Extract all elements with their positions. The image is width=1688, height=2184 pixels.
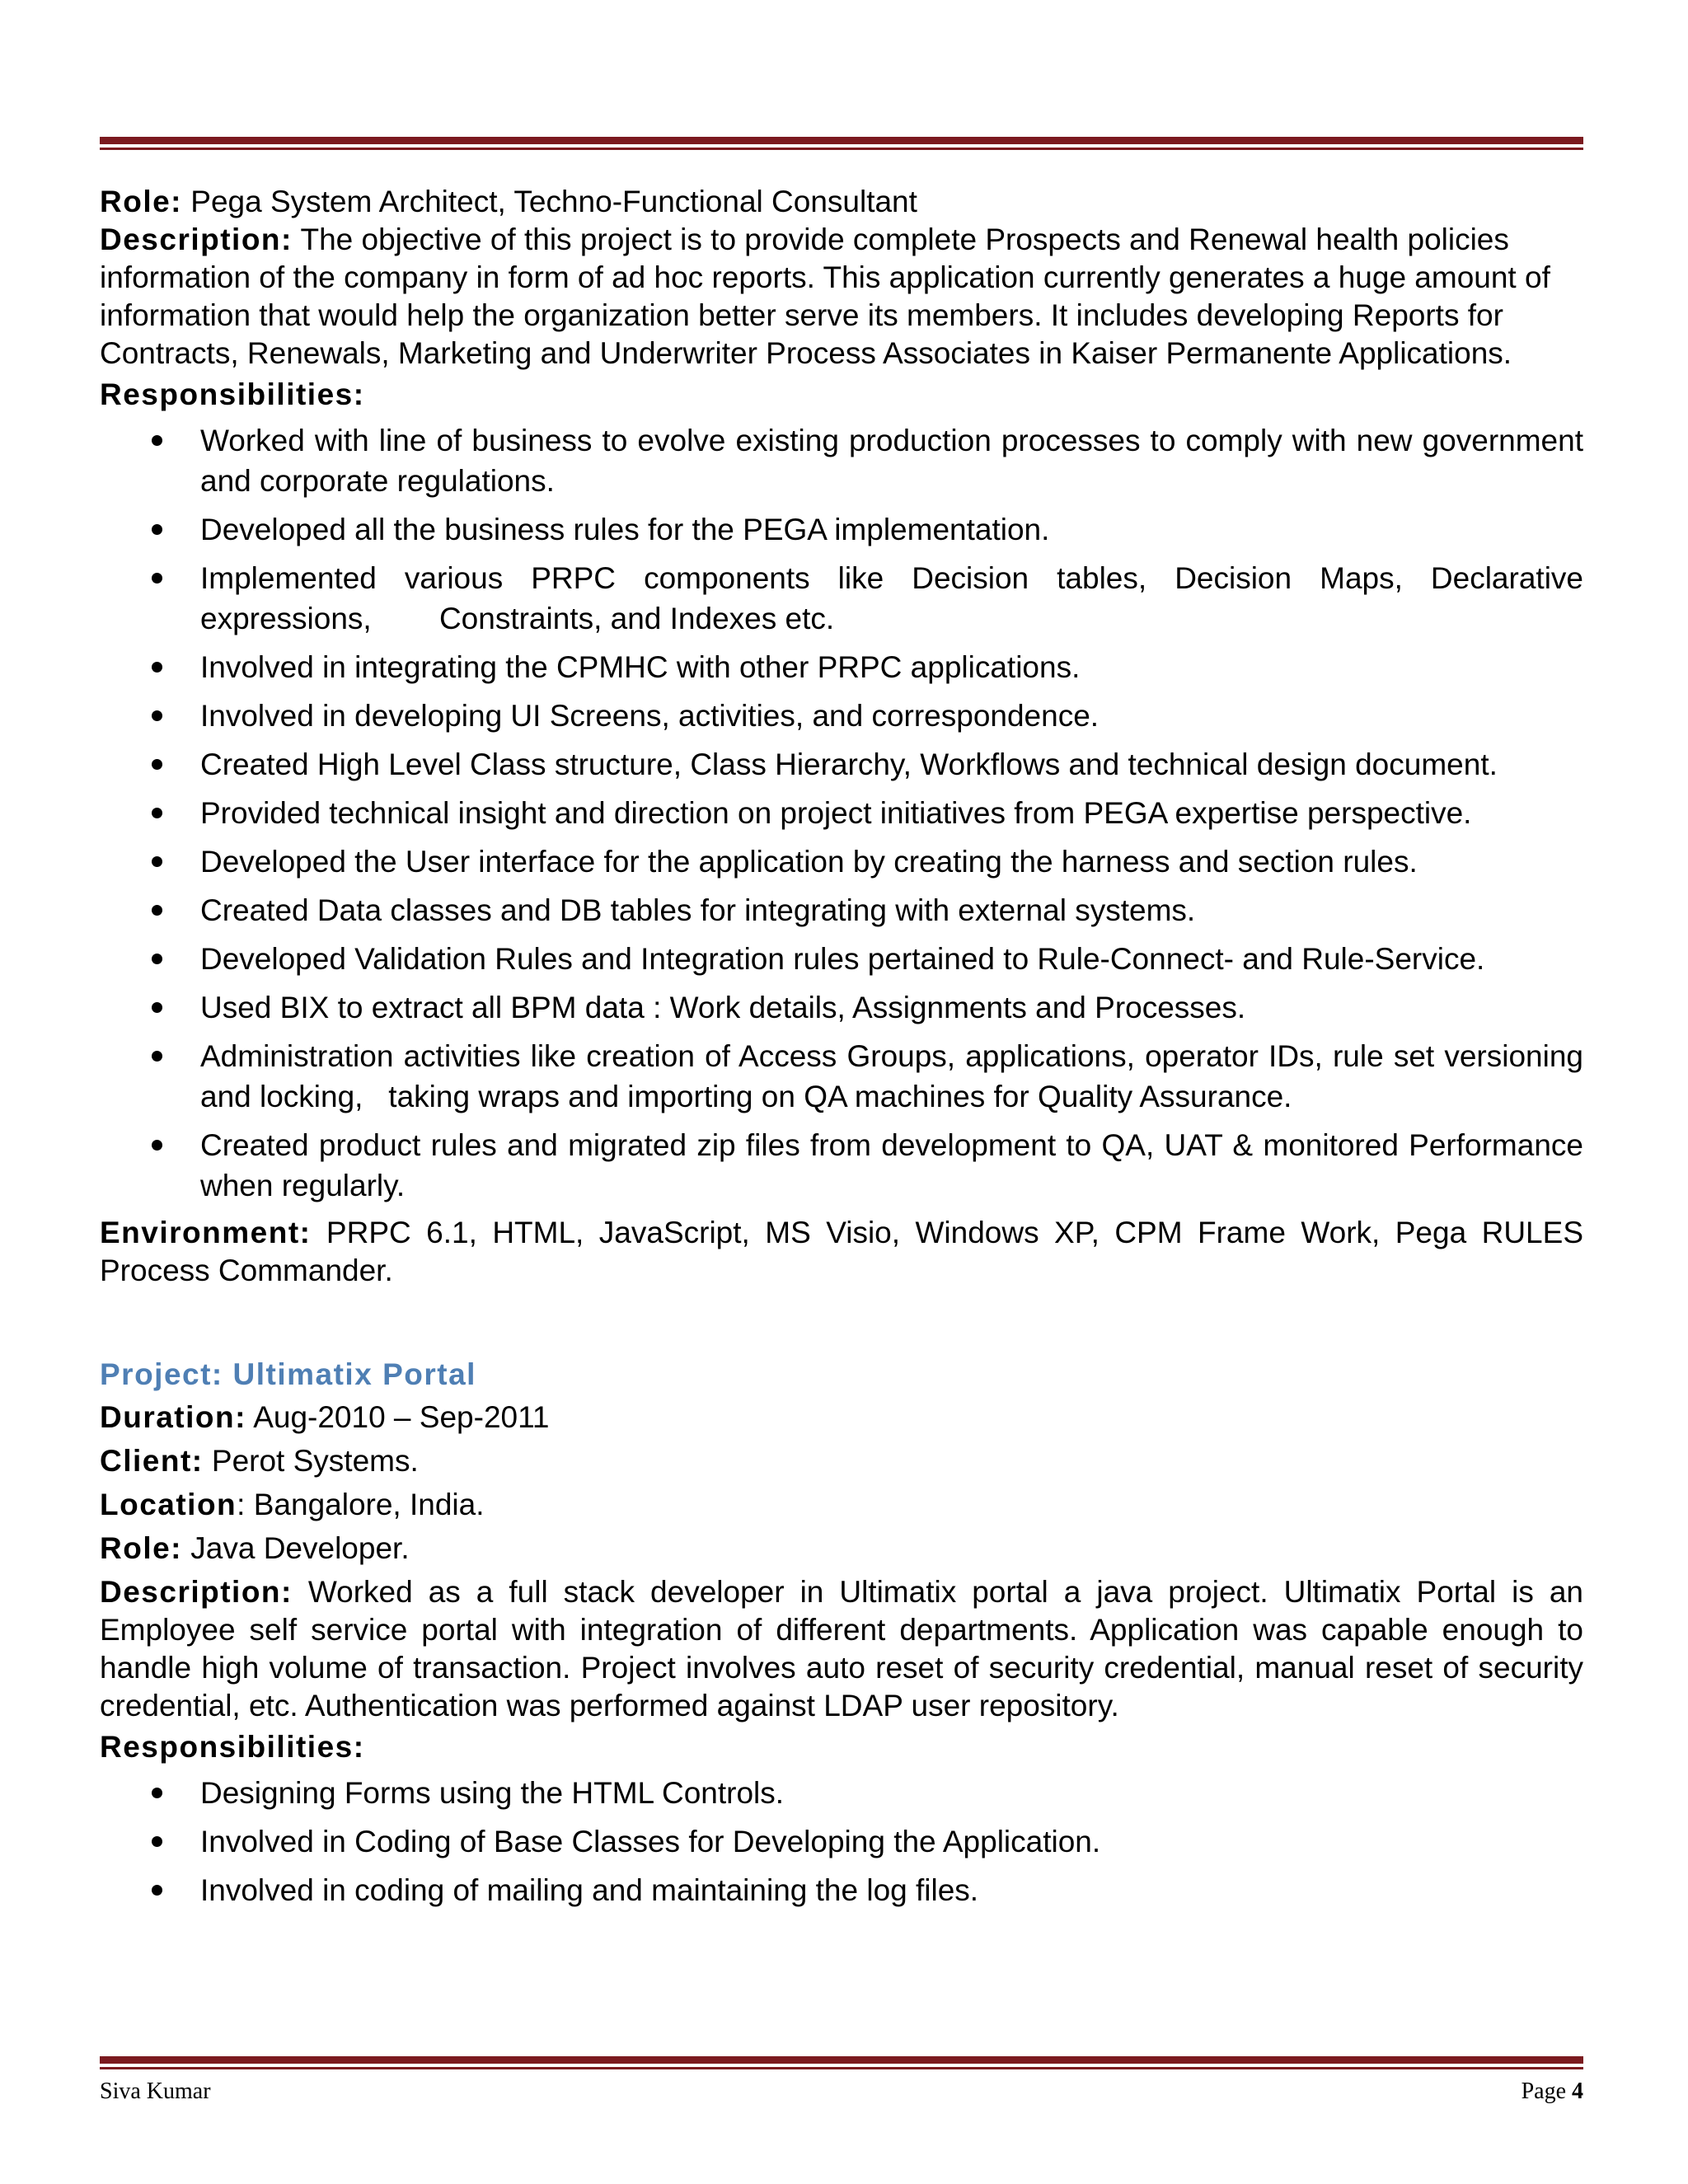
list-item: Designing Forms using the HTML Controls. (100, 1773, 1583, 1813)
role-label-2: Role: (100, 1531, 182, 1565)
header-rule (100, 137, 1583, 150)
responsibilities-heading: Responsibilities: (100, 377, 365, 411)
list-item: Implemented various PRPC components like Decision tables, Decision Maps, Declarative expressions, Constraints, and Indexes etc. (100, 558, 1583, 639)
location-value: : Bangalore, India. (237, 1488, 485, 1521)
bullet-icon (152, 1002, 162, 1013)
list-item: Developed the User interface for the application by creating the harness and section rules. (100, 841, 1583, 882)
role-line (100, 183, 1583, 221)
list-item: Involved in integrating the CPMHC with other PRPC applications. (100, 647, 1583, 687)
duration-label: Duration: (100, 1400, 246, 1434)
bullet-icon (152, 1140, 162, 1151)
role-label: Role: (100, 185, 182, 218)
environment-paragraph (100, 1214, 1583, 1290)
bullet-icon (152, 808, 162, 818)
bullet-icon (152, 573, 162, 583)
role-value: Pega System Architect, Techno-Functional Consultant (190, 185, 917, 218)
bullet-icon (152, 710, 162, 721)
description-label: Description: (100, 223, 293, 256)
list-item: Created product rules and migrated zip files from development to QA, UAT & monitored Performance when regularly. (100, 1125, 1583, 1206)
environment-label: Environment: (100, 1216, 312, 1249)
list-item: Developed all the business rules for the PEGA implementation. (100, 509, 1583, 550)
client-label: Client: (100, 1444, 204, 1478)
list-item: Provided technical insight and direction on project initiatives from PEGA expertise perspective. (100, 793, 1583, 833)
list-item: Involved in Coding of Base Classes for Developing the Application. (100, 1821, 1583, 1862)
location-line (100, 1486, 1583, 1524)
duration-value: Aug-2010 – Sep-2011 (253, 1400, 550, 1434)
bullet-icon (152, 954, 162, 964)
description-paragraph-2 (100, 1573, 1583, 1725)
bullet-icon (152, 435, 162, 446)
description-text: The objective of this project is to provide complete Prospects and Renewal health policies information of the company in form of ad hoc reports. This application currently generates a huge amount of information that would help the organization better serve its members. It includes developing Reports for Contracts, Renewals, Marketing and Underwriter Process Associates in Kaiser Permanente Applications. (100, 223, 1550, 370)
description-text-2: Worked as a full stack developer in Ultimatix portal a java project. Ultimatix Portal is an Employee self service portal with integration of different departments. Application was capable enough to handle high volume of transaction. Project involves auto reset of security credential, manual reset of security credential, etc. Authentication was performed against LDAP user repository. (100, 1575, 1584, 1722)
bullet-icon (152, 856, 162, 867)
responsibilities-list (100, 420, 1592, 1206)
bullet-icon (152, 1788, 162, 1798)
bullet-icon (152, 524, 162, 535)
page-number: Page 4 (1521, 2079, 1583, 2104)
bullet-icon (152, 662, 162, 673)
list-item: Created High Level Class structure, Class Hierarchy, Workflows and technical design document. (100, 744, 1583, 785)
page-content (100, 183, 1592, 1919)
bullet-icon (152, 1836, 162, 1847)
responsibilities-list-2 (100, 1773, 1583, 1910)
project-title: Project: Ultimatix Portal (100, 1357, 476, 1391)
description-label-2: Description: (100, 1575, 293, 1609)
bullet-icon (152, 759, 162, 770)
list-item: Involved in developing UI Screens, activities, and correspondence. (100, 696, 1583, 736)
footer-name: Siva Kumar (100, 2079, 211, 2104)
list-item: Developed Validation Rules and Integration rules pertained to Rule-Connect- and Rule-Service. (100, 939, 1583, 979)
list-item: Worked with line of business to evolve existing production processes to comply with new government and corporate regulations. (100, 420, 1583, 501)
client-value: Perot Systems. (211, 1444, 419, 1478)
description-paragraph (100, 221, 1583, 373)
bullet-icon (152, 1885, 162, 1896)
bullet-icon (152, 905, 162, 916)
list-item: Used BIX to extract all BPM data : Work details, Assignments and Processes. (100, 987, 1583, 1028)
bullet-icon (152, 1051, 162, 1062)
list-item: Created Data classes and DB tables for integrating with external systems. (100, 890, 1583, 930)
list-item: Involved in coding of mailing and maintaining the log files. (100, 1870, 1583, 1910)
role-value-2: Java Developer. (190, 1531, 410, 1565)
role-line-2 (100, 1530, 1583, 1568)
list-item: Administration activities like creation of Access Groups, applications, operator IDs, rule set versioning and locking, taking wraps and importing on QA machines for Quality Assurance. (100, 1036, 1583, 1117)
location-label: Location (100, 1488, 237, 1521)
client-line (100, 1442, 1583, 1480)
responsibilities-heading-2: Responsibilities: (100, 1730, 365, 1764)
duration-line (100, 1399, 1583, 1436)
environment-text: PRPC 6.1, HTML, JavaScript, MS Visio, Windows XP, CPM Frame Work, Pega RULES Process Commander. (100, 1216, 1583, 1287)
footer-rule (100, 2056, 1583, 2069)
